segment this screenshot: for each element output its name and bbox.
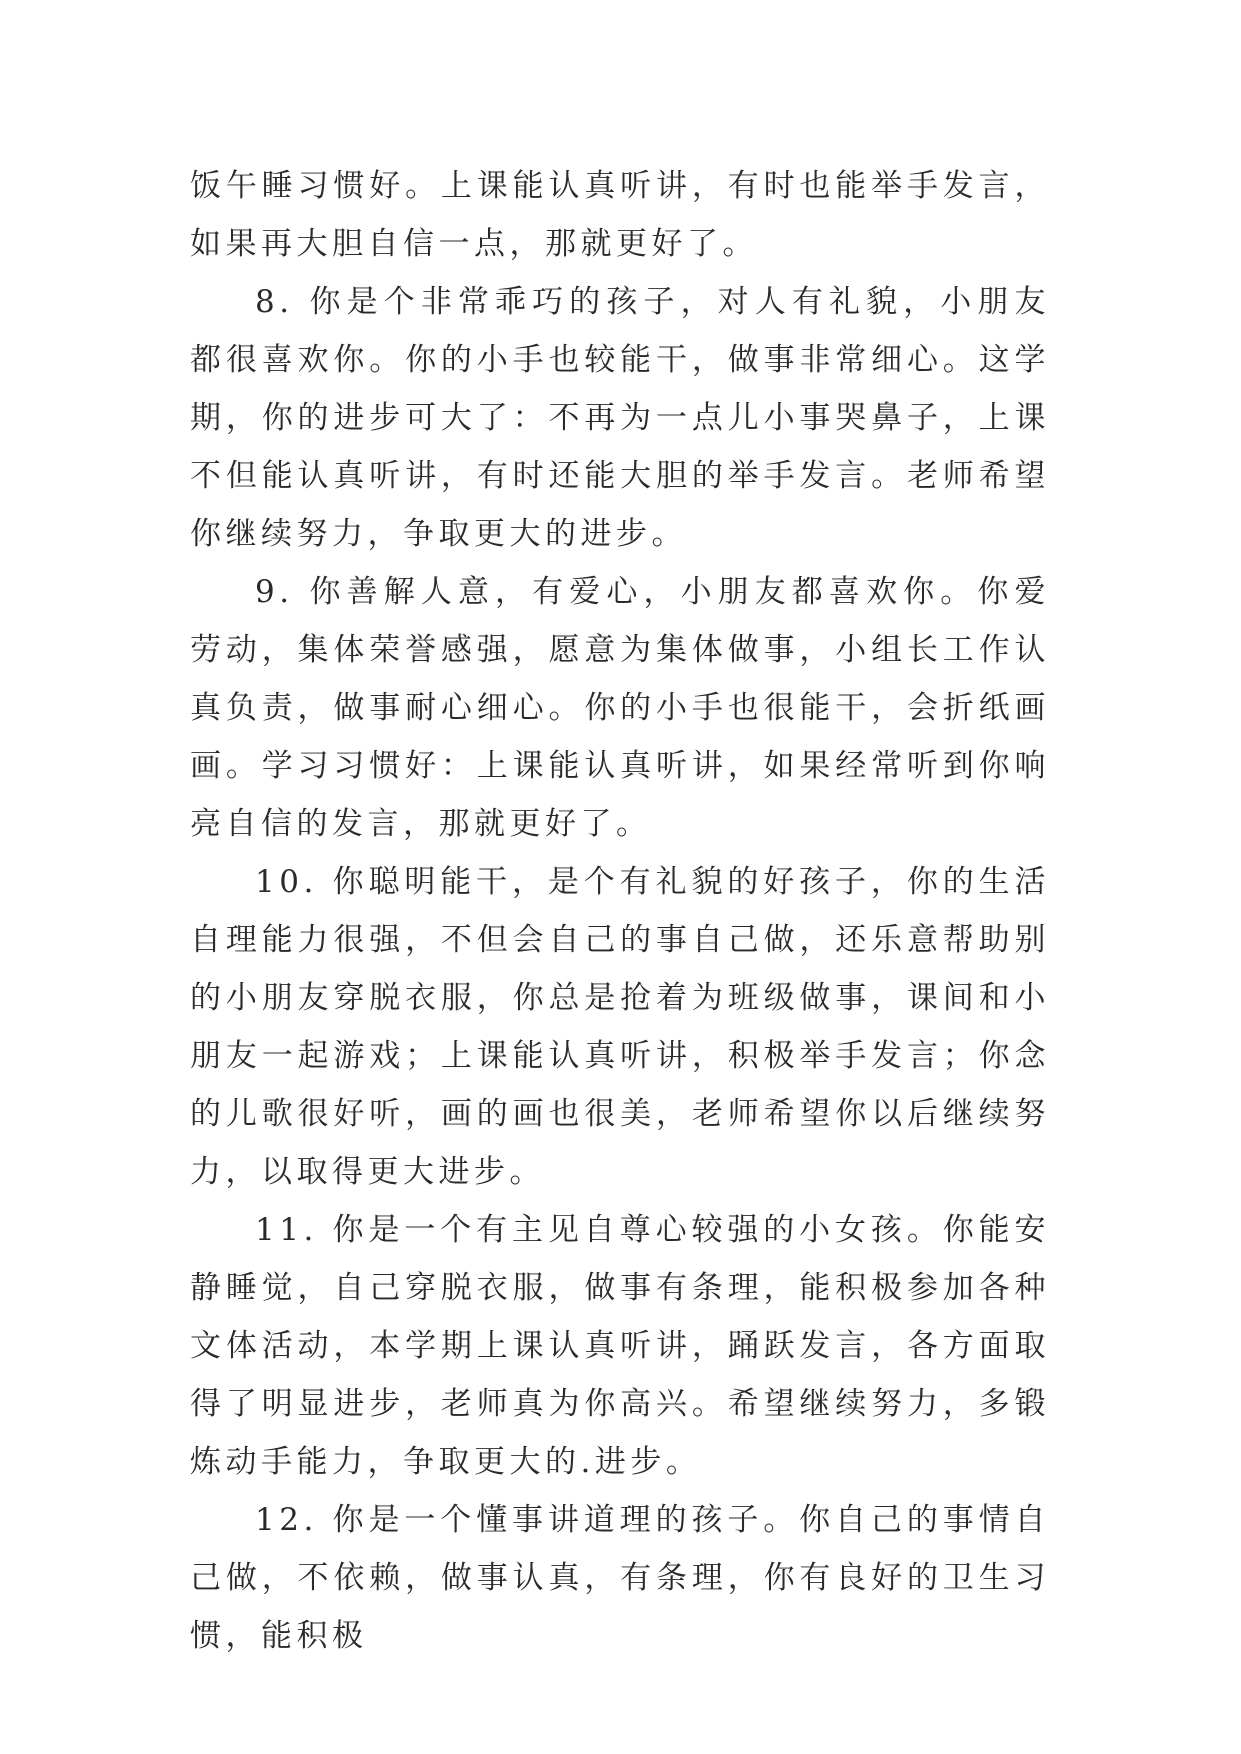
paragraph-comment-9: 9. 你善解人意，有爱心，小朋友都喜欢你。你爱劳动，集体荣誉感强，愿意为集体做事，小组长工作认真负责，做事耐心细心。你的小手也很能干，会折纸画画。学习习惯好：上课能认真听讲，如果经常听到你响亮自信的发言，那就更好了。 xyxy=(190,574,1050,842)
paragraph-comment-12: 12. 你是一个懂事讲道理的孩子。你自己的事情自己做，不依赖，做事认真，有条理，你有良好的卫生习惯，能积极 xyxy=(190,1502,1050,1654)
paragraph-comment-8: 8. 你是个非常乖巧的孩子，对人有礼貌，小朋友都很喜欢你。你的小手也较能干，做事非常细心。这学期，你的进步可大了：不再为一点儿小事哭鼻子，上课不但能认真听讲，有时还能大胆的举手发言。老师希望你继续努力，争取更大的进步。 xyxy=(190,284,1050,552)
paragraph-comment-10: 10. 你聪明能干，是个有礼貌的好孩子，你的生活自理能力很强，不但会自己的事自己做，还乐意帮助别的小朋友穿脱衣服，你总是抢着为班级做事，课间和小朋友一起游戏；上课能认真听讲，积极举手发言；你念的儿歌很好听，画的画也很美，老师希望你以后继续努力，以取得更大进步。 xyxy=(190,864,1050,1190)
paragraph-continuation: 饭午睡习惯好。上课能认真听讲，有时也能举手发言，如果再大胆自信一点，那就更好了。 xyxy=(190,168,1050,262)
paragraph-comment-11: 11. 你是一个有主见自尊心较强的小女孩。你能安静睡觉，自己穿脱衣服，做事有条理，能积极参加各种文体活动，本学期上课认真听讲，踊跃发言，各方面取得了明显进步，老师真为你高兴。希望继续努力，多锻炼动手能力，争取更大的.进步。 xyxy=(190,1212,1050,1480)
document-body xyxy=(190,157,1050,1665)
